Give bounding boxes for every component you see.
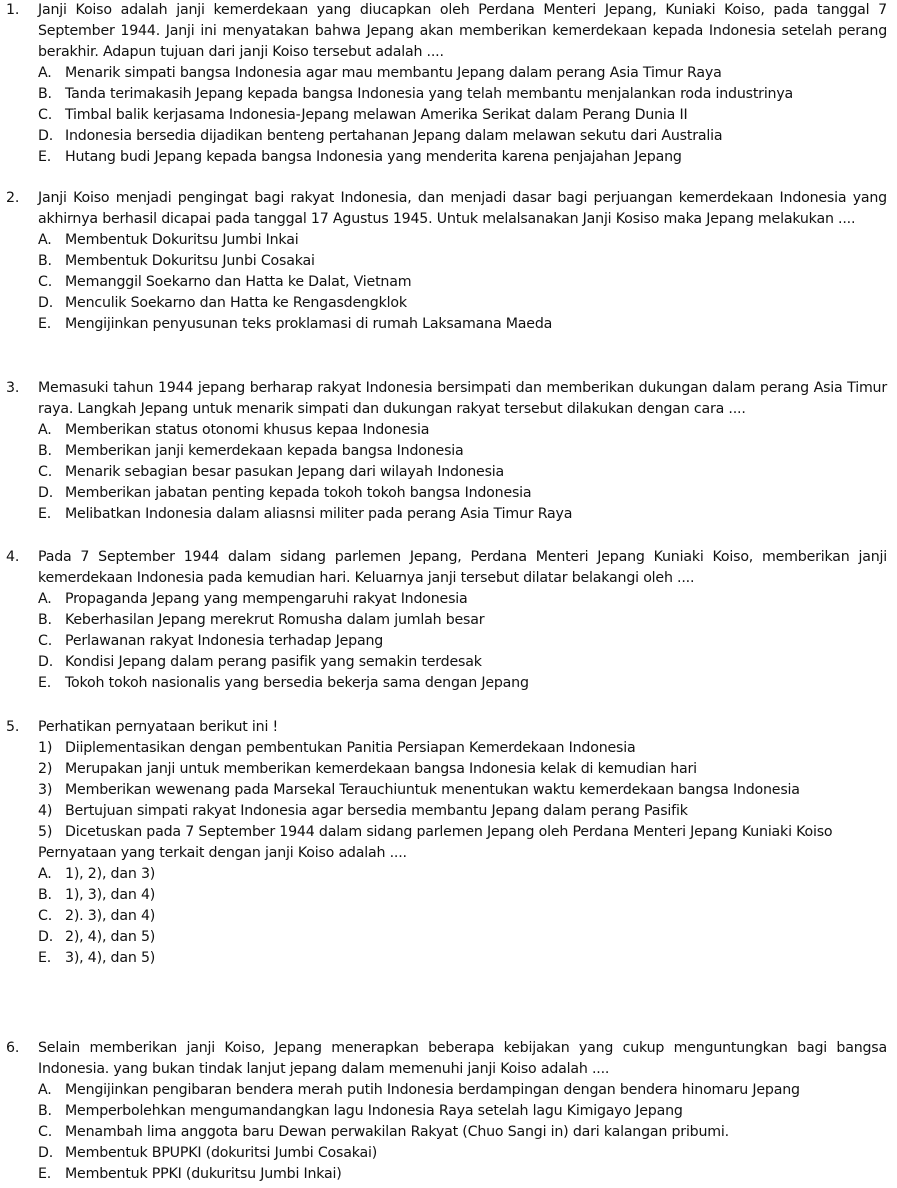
option-letter: A. [38,1082,52,1098]
option-d[interactable] [6,293,887,314]
question-text: Selain memberikan janji Koiso, Jepang menerapkan beberapa kebijakan yang cukup menguntungkan bagi bangsa Indonesia. yang bukan tindak lanjut jepang dalam memenuhi janji Koiso adalah .... [38,1040,887,1077]
option-text: Hutang budi Jepang kepada bangsa Indonesia yang menderita karena penjajahan Jepang [65,149,682,165]
option-text: Kondisi Jepang dalam perang pasifik yang semakin terdesak [65,654,482,670]
option-letter: B. [38,612,52,628]
option-list [6,63,887,168]
question-stem [6,188,887,230]
statement-2 [6,759,887,780]
option-a[interactable] [6,420,887,441]
option-list [6,864,887,969]
option-text: Memanggil Soekarno dan Hatta ke Dalat, Vietnam [65,274,412,290]
option-e[interactable] [6,314,887,335]
option-text: Menarik sebagian besar pasukan Jepang dari wilayah Indonesia [65,464,505,480]
option-list [6,420,887,525]
question-number: 6. [6,1040,20,1056]
option-letter: C. [38,633,53,649]
option-letter: B. [38,443,52,459]
option-letter: A. [38,65,52,81]
option-letter: B. [38,86,52,102]
statement-number: 2) [38,761,53,777]
option-text: Timbal balik kerjasama Indonesia-Jepang melawan Amerika Serikat dalam Perang Dunia II [65,107,688,123]
option-a[interactable] [6,230,887,251]
option-list [6,230,887,335]
option-letter: C. [38,107,53,123]
option-letter: C. [38,908,53,924]
option-d[interactable] [6,1143,887,1164]
option-text: Membentuk Dokuritsu Jumbi Inkai [65,232,299,248]
option-b[interactable] [6,885,887,906]
option-text: Tanda terimakasih Jepang kepada bangsa Indonesia yang telah membantu menjalankan roda industrinya [65,86,794,102]
option-letter: C. [38,1124,53,1140]
option-d[interactable] [6,126,887,147]
option-text: Mengijinkan penyusunan teks proklamasi di rumah Laksamana Maeda [65,316,553,332]
option-letter: B. [38,253,52,269]
option-c[interactable] [6,1122,887,1143]
option-e[interactable] [6,1164,887,1185]
question-1 [6,0,887,168]
option-b[interactable] [6,1101,887,1122]
option-text: 1), 3), dan 4) [65,887,156,903]
option-text: 2). 3), dan 4) [65,908,156,924]
option-letter: E. [38,316,52,332]
option-letter: D. [38,654,54,670]
option-text: Memberikan status otonomi khusus kepaa Indonesia [65,422,430,438]
option-letter: A. [38,422,52,438]
option-letter: A. [38,591,52,607]
option-text: Indonesia bersedia dijadikan benteng pertahanan Jepang dalam melawan sekutu dari Australia [65,128,723,144]
option-letter: D. [38,485,54,501]
option-list [6,589,887,694]
option-text: Menculik Soekarno dan Hatta ke Rengasdengklok [65,295,407,311]
statement-text: Diiplementasikan dengan pembentukan Panitia Persiapan Kemerdekaan Indonesia [65,740,636,756]
question-text: Pada 7 September 1944 dalam sidang parlemen Jepang, Perdana Menteri Jepang Kuniaki Koiso, memberikan janji kemerdekaan Indonesia pada kemudian hari. Keluarnya janji tersebut dilatar belakangi oleh .... [38,549,887,586]
option-letter: C. [38,464,53,480]
question-prompt: Pernyataan yang terkait dengan janji Koiso adalah .... [38,845,407,861]
option-text: Membentuk PPKI (dukuritsu Jumbi Inkai) [65,1166,342,1182]
option-text: Memberikan janji kemerdekaan kepada bangsa Indonesia [65,443,464,459]
question-stem [6,0,887,63]
statement-1 [6,738,887,759]
option-letter: E. [38,1166,52,1182]
option-e[interactable] [6,948,887,969]
question-2 [6,188,887,335]
option-d[interactable] [6,483,887,504]
option-text: Keberhasilan Jepang merekrut Romusha dalam jumlah besar [65,612,485,628]
option-b[interactable] [6,251,887,272]
option-letter: A. [38,232,52,248]
option-d[interactable] [6,652,887,673]
option-letter: E. [38,950,52,966]
statement-number: 4) [38,803,53,819]
option-letter: D. [38,929,54,945]
option-e[interactable] [6,504,887,525]
statement-3 [6,780,887,801]
question-5 [6,717,887,969]
question-3 [6,378,887,525]
option-list [6,1080,887,1185]
option-text: Membentuk Dokuritsu Junbi Cosakai [65,253,315,269]
question-number: 5. [6,719,20,735]
option-letter: E. [38,149,52,165]
option-e[interactable] [6,147,887,168]
statement-number: 3) [38,782,53,798]
option-c[interactable] [6,631,887,652]
question-4 [6,547,887,694]
option-e[interactable] [6,673,887,694]
question-number: 1. [6,2,20,18]
question-stem [6,717,887,738]
question-number: 4. [6,549,20,565]
question-text: Janji Koiso adalah janji kemerdekaan yang diucapkan oleh Perdana Menteri Jepang, Kuniaki Koiso, pada tanggal 7 September 1944. Janji ini menyatakan bahwa Jepang akan memberikan kemerdekaan kepada Indonesia setelah perang berakhir. Adapun tujuan dari janji Koiso tersebut adalah .... [38,2,887,60]
option-letter: D. [38,128,54,144]
option-letter: B. [38,1103,52,1119]
question-stem [6,378,887,420]
option-text: Memberikan jabatan penting kepada tokoh tokoh bangsa Indonesia [65,485,532,501]
question-6 [6,1038,887,1185]
option-text: Tokoh tokoh nasionalis yang bersedia bekerja sama dengan Jepang [65,675,529,691]
option-c[interactable] [6,105,887,126]
question-text: Memasuki tahun 1944 jepang berharap rakyat Indonesia bersimpati dan memberikan dukungan dalam perang Asia Timur raya. Langkah Jepang untuk menarik simpati dan dukungan rakyat tersebut dilakukan dengan cara .... [38,380,887,417]
statement-number: 5) [38,824,53,840]
question-stem [6,1038,887,1080]
question-stem [6,547,887,589]
option-a[interactable] [6,63,887,84]
option-text: Membentuk BPUPKI (dokuritsi Jumbi Cosakai) [65,1145,378,1161]
option-c[interactable] [6,272,887,293]
option-text: Mengijinkan pengibaran bendera merah putih Indonesia berdampingan dengan bendera hinomaru Jepang [65,1082,800,1098]
option-b[interactable] [6,441,887,462]
option-text: Menarik simpati bangsa Indonesia agar mau membantu Jepang dalam perang Asia Timur Raya [65,65,722,81]
option-text: Propaganda Jepang yang mempengaruhi rakyat Indonesia [65,591,468,607]
option-letter: A. [38,866,52,882]
statement-text: Bertujuan simpati rakyat Indonesia agar bersedia membantu Jepang dalam perang Pasifik [65,803,688,819]
option-a[interactable] [6,1080,887,1101]
option-text: Perlawanan rakyat Indonesia terhadap Jepang [65,633,384,649]
option-letter: D. [38,1145,54,1161]
option-text: Melibatkan Indonesia dalam aliasnsi militer pada perang Asia Timur Raya [65,506,573,522]
option-letter: E. [38,675,52,691]
statement-list [6,738,887,843]
option-letter: E. [38,506,52,522]
option-text: 2), 4), dan 5) [65,929,156,945]
option-text: Memperbolehkan mengumandangkan lagu Indonesia Raya setelah lagu Kimigayo Jepang [65,1103,683,1119]
statement-number: 1) [38,740,53,756]
statement-5 [6,822,887,843]
option-text: Menambah lima anggota baru Dewan perwakilan Rakyat (Chuo Sangi in) dari kalangan pribumi. [65,1124,729,1140]
option-b[interactable] [6,610,887,631]
option-letter: D. [38,295,54,311]
statement-4 [6,801,887,822]
statement-text: Merupakan janji untuk memberikan kemerdekaan bangsa Indonesia kelak di kemudian hari [65,761,697,777]
option-letter: C. [38,274,53,290]
option-b[interactable] [6,84,887,105]
statement-text: Dicetuskan pada 7 September 1944 dalam sidang parlemen Jepang oleh Perdana Menteri Jepang Kuniaki Koiso [65,824,833,840]
option-a[interactable] [6,589,887,610]
question-number: 3. [6,380,20,396]
option-letter: B. [38,887,52,903]
option-text: 3), 4), dan 5) [65,950,156,966]
question-number: 2. [6,190,20,206]
option-a[interactable] [6,864,887,885]
question-text: Perhatikan pernyataan berikut ini ! [38,719,278,735]
statement-text: Memberikan wewenang pada Marsekal Terauchiuntuk menentukan waktu kemerdekaan bangsa Indonesia [65,782,800,798]
option-d[interactable] [6,927,887,948]
question-text: Janji Koiso menjadi pengingat bagi rakyat Indonesia, dan menjadi dasar bagi perjuangan kemerdekaan Indonesia yang akhirnya berhasil dicapai pada tanggal 17 Agustus 1945. Untuk melalsanakan Janji Kosiso maka Jepang melakukan .... [38,190,887,227]
option-c[interactable] [6,462,887,483]
option-c[interactable] [6,906,887,927]
option-text: 1), 2), dan 3) [65,866,156,882]
